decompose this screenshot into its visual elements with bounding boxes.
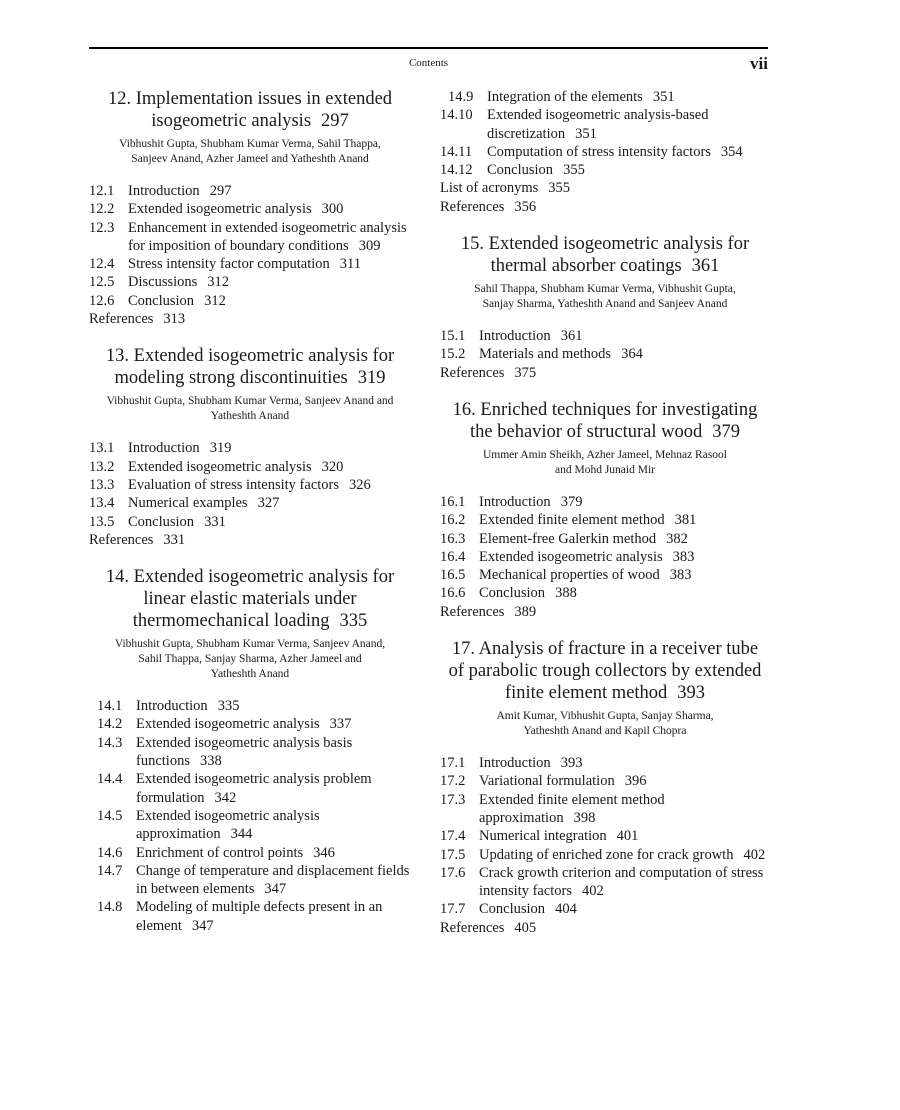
section-page: 383 (669, 567, 692, 584)
toc-entry[interactable] (89, 200, 411, 218)
section-number: 15.1 (440, 328, 466, 345)
section-page: 383 (672, 548, 695, 565)
section-title: Conclusion (479, 585, 546, 602)
toc-entry[interactable] (89, 770, 411, 807)
toc-entry[interactable] (440, 88, 770, 106)
chapter-title[interactable] (89, 566, 411, 632)
references-page: 356 (514, 198, 537, 215)
chapter-16 (440, 399, 770, 621)
section-title: Extended isogeometric analysis basis functions (136, 734, 353, 770)
chapter-page: 319 (357, 368, 386, 389)
section-list (89, 182, 411, 310)
running-header: Contents (408, 57, 449, 69)
toc-entry[interactable] (440, 106, 770, 143)
section-title: Extended isogeometric analysis (128, 201, 312, 218)
section-title: Crack growth criterion and computation of stress intensity factors (479, 864, 764, 900)
section-number: 17.4 (440, 828, 466, 845)
section-list (440, 754, 770, 919)
section-page: 344 (230, 826, 253, 843)
section-title: Introduction (136, 698, 208, 715)
chapter-authors (89, 394, 411, 424)
section-number: 16.4 (440, 548, 466, 565)
toc-entry[interactable] (89, 458, 411, 476)
chapter-title[interactable] (440, 233, 770, 277)
chapter-title-line: of parabolic trough collectors by extended (448, 661, 762, 682)
toc-entry[interactable] (89, 292, 411, 310)
toc-entry[interactable] (440, 566, 770, 584)
left-column (89, 88, 411, 935)
chapter-title-line: linear elastic materials under (143, 589, 357, 610)
section-title: Enhancement in extended isogeometric analysis for imposition of boundary conditions (128, 219, 407, 254)
toc-entry[interactable] (89, 844, 411, 862)
authors-line: Sanjeev Anand, Azher Jameel and Yatheshth Anand (131, 153, 369, 165)
section-title: Change of temperature and displacement fields in between elements (136, 862, 410, 898)
section-number: 14.10 (440, 107, 473, 124)
section-page: 347 (264, 881, 287, 898)
section-number: 14.5 (97, 807, 123, 824)
section-number: 14.1 (97, 698, 123, 715)
toc-entry[interactable] (440, 791, 770, 828)
section-number: 16.1 (440, 493, 466, 510)
section-title: Conclusion (128, 292, 195, 309)
section-title: Modeling of multiple defects present in an element (136, 899, 383, 934)
chapter-title-line: modeling strong discontinuities (114, 368, 348, 389)
section-number: 13.3 (89, 476, 115, 493)
references-page: 331 (163, 531, 186, 548)
section-title: Variational formulation (479, 773, 615, 790)
section-number: 12.2 (89, 201, 115, 218)
chapter-title-line: 13. Extended isogeometric analysis for (105, 346, 395, 367)
references-entry[interactable] (440, 919, 770, 937)
section-page: 404 (555, 901, 577, 918)
section-title: Extended isogeometric analysis problem formulation (136, 771, 372, 806)
section-number: 14.9 (448, 89, 474, 105)
chapter-page: 393 (677, 683, 706, 704)
section-title: Introduction (479, 755, 551, 772)
authors-line: Yatheshth Anand and Kapil Chopra (523, 725, 687, 738)
section-title: Extended isogeometric analysis approximation (136, 807, 320, 843)
chapter-14 (89, 566, 411, 935)
section-number: 14.8 (97, 899, 123, 916)
toc-entry[interactable] (89, 734, 411, 771)
toc-entry[interactable] (89, 513, 411, 531)
references-page: 375 (514, 364, 537, 381)
authors-line: Vibhushit Gupta, Shubham Kumar Verma, Sanjeev Anand, (114, 638, 386, 651)
authors-line: Vibhushit Gupta, Shubham Kumar Verma, Sanjeev Anand and (106, 395, 394, 408)
section-number: 17.7 (440, 901, 466, 918)
section-number: 16.5 (440, 567, 466, 584)
chapter-title[interactable] (440, 399, 770, 443)
section-list (89, 439, 411, 530)
section-number: 16.2 (440, 512, 466, 529)
chapter-title[interactable] (89, 88, 411, 132)
section-title: Extended isogeometric analysis (479, 548, 663, 565)
right-column (440, 88, 770, 937)
section-page: 381 (674, 512, 697, 529)
references-label: References (440, 919, 505, 936)
section-number: 14.7 (97, 862, 123, 879)
authors-line: Sahil Thappa, Shubham Kumar Verma, Vibhushit Gupta, (474, 283, 736, 296)
section-number: 14.6 (97, 844, 123, 861)
section-page: 382 (666, 530, 688, 547)
section-page: 351 (575, 125, 597, 142)
section-number: 12.1 (89, 183, 115, 199)
section-page: 320 (321, 458, 344, 475)
section-title: Element-free Galerkin method (479, 530, 657, 547)
section-number: 14.2 (97, 716, 123, 733)
section-page: 402 (582, 883, 604, 900)
section-list (440, 327, 770, 364)
section-title: Extended finite element method approximation (479, 791, 665, 826)
section-title: Numerical integration (479, 828, 607, 845)
section-page: 347 (191, 917, 214, 934)
section-page: 338 (199, 753, 222, 770)
references-label: References (89, 311, 154, 328)
section-title: Enrichment of control points (136, 844, 304, 861)
toc-entry[interactable] (440, 530, 770, 548)
chapter-title[interactable] (440, 638, 770, 704)
section-page: 331 (204, 513, 226, 530)
section-title: Extended isogeometric analysis-based discretization (487, 107, 709, 142)
chapter-authors (89, 137, 411, 167)
section-page: 354 (720, 143, 743, 160)
toc-entry[interactable] (89, 494, 411, 512)
chapter-page: 379 (712, 421, 740, 442)
section-title: Conclusion (128, 513, 195, 530)
chapter-authors (440, 709, 770, 739)
section-number: 14.4 (97, 771, 123, 788)
chapter-title-line: 12. Implementation issues in extended (107, 89, 393, 109)
section-title: Mechanical properties of wood (479, 567, 660, 584)
toc-entry[interactable] (440, 772, 770, 790)
section-title: Introduction (128, 183, 200, 199)
section-page: 351 (652, 89, 675, 105)
section-page: 396 (624, 773, 647, 790)
toc-entry[interactable] (89, 476, 411, 494)
section-page: 402 (743, 846, 766, 863)
toc-entry[interactable] (440, 900, 770, 918)
section-page: 401 (616, 828, 639, 845)
section-title: Extended isogeometric analysis (136, 716, 320, 733)
section-list (440, 493, 770, 603)
section-page: 398 (573, 809, 596, 826)
section-number: 13.1 (89, 440, 115, 457)
chapter-title[interactable] (89, 345, 411, 389)
section-page: 388 (555, 585, 577, 602)
chapter-authors (440, 448, 770, 478)
toc-entry[interactable] (89, 715, 411, 733)
section-page: 364 (621, 346, 643, 363)
chapter-page: 297 (321, 111, 349, 131)
section-page: 327 (257, 495, 280, 512)
section-number: 16.6 (440, 585, 466, 602)
toc-entry[interactable] (89, 439, 411, 457)
toc-entry[interactable] (440, 493, 770, 511)
chapter-title-line: thermomechanical loading (132, 611, 330, 632)
references-label: References (89, 531, 154, 548)
section-title: Introduction (479, 493, 551, 510)
authors-line: and Mohd Junaid Mir (555, 463, 655, 476)
section-page: 297 (209, 183, 232, 199)
section-page: 309 (358, 237, 381, 254)
chapter-page: 361 (691, 256, 720, 277)
toc-entry[interactable] (440, 584, 770, 602)
toc-entry[interactable] (440, 827, 770, 845)
chapter-17 (440, 638, 770, 937)
section-number: 17.6 (440, 864, 466, 881)
section-page: 311 (339, 256, 361, 273)
references-entry[interactable] (89, 310, 411, 328)
toc-entry[interactable] (89, 255, 411, 273)
toc-entry[interactable] (440, 327, 770, 345)
section-title: Integration of the elements (487, 89, 643, 105)
chapter-title-line: 14. Extended isogeometric analysis for (105, 567, 395, 588)
acronyms-label: List of acronyms (440, 180, 539, 197)
header-rule (89, 47, 768, 49)
references-page: 389 (514, 603, 537, 620)
section-list-continued (440, 88, 770, 179)
toc-entry[interactable] (440, 864, 770, 901)
references-label: References (440, 364, 505, 381)
chapter-title-line: 17. Analysis of fracture in a receiver tube (451, 639, 759, 660)
section-number: 14.12 (440, 162, 473, 179)
section-number: 13.5 (89, 513, 115, 530)
authors-line: Yatheshth Anand (210, 668, 290, 681)
section-page: 342 (214, 789, 237, 806)
section-number: 14.3 (97, 734, 123, 751)
section-number: 17.5 (440, 846, 466, 863)
section-number: 12.5 (89, 274, 115, 291)
authors-line: Amit Kumar, Vibhushit Gupta, Sanjay Sharma, (496, 710, 714, 723)
chapter-12 (89, 88, 411, 328)
references-label: References (440, 198, 505, 215)
section-number: 17.1 (440, 755, 466, 772)
section-title: Introduction (479, 328, 551, 345)
section-page: 319 (209, 440, 232, 457)
section-page: 312 (207, 274, 230, 291)
toc-entry[interactable] (89, 219, 411, 256)
authors-line: Vibhushit Gupta, Shubham Kumar Verma, Sahil Thappa, (119, 138, 381, 150)
section-number: 17.2 (440, 773, 466, 790)
toc-entry[interactable] (89, 862, 411, 899)
references-entry[interactable] (440, 198, 770, 216)
section-title: Extended finite element method (479, 512, 665, 529)
toc-entry[interactable] (440, 754, 770, 772)
references-label: References (440, 603, 505, 620)
chapter-15 (440, 233, 770, 382)
chapter-authors (89, 637, 411, 682)
toc-entry[interactable] (440, 143, 770, 161)
toc-entry[interactable] (89, 807, 411, 844)
chapter-title-line: isogeometric analysis (151, 111, 312, 131)
section-page: 300 (321, 201, 344, 218)
toc-entry[interactable] (89, 697, 411, 715)
section-page: 312 (204, 292, 226, 309)
section-number: 13.4 (89, 495, 115, 512)
section-page: 337 (329, 716, 352, 733)
authors-line: Sanjay Sharma, Yatheshth Anand and Sanjeev Anand (482, 298, 728, 311)
section-list (89, 697, 411, 935)
section-title: Evaluation of stress intensity factors (128, 476, 340, 493)
section-title: Conclusion (487, 162, 554, 179)
chapter-title-line: finite element method (504, 683, 668, 704)
toc-entry[interactable] (440, 511, 770, 529)
section-title: Numerical examples (128, 495, 248, 512)
chapter-title-line: thermal absorber coatings (490, 256, 682, 277)
references-entry[interactable] (440, 364, 770, 382)
section-page: 326 (349, 476, 371, 493)
section-number: 16.3 (440, 530, 466, 547)
section-title: Materials and methods (479, 346, 612, 363)
section-title: Conclusion (479, 901, 546, 918)
section-title: Stress intensity factor computation (128, 256, 330, 273)
section-page: 335 (217, 698, 240, 715)
authors-line: Sahil Thappa, Sanjay Sharma, Azher Jameel and (138, 653, 362, 666)
section-title: Updating of enriched zone for crack growth (479, 846, 734, 863)
section-page: 355 (563, 162, 585, 179)
acronyms-entry[interactable] (440, 179, 770, 197)
references-entry[interactable] (89, 531, 411, 549)
chapter-title-line: 16. Enriched techniques for investigating (452, 399, 758, 420)
references-page: 405 (514, 919, 537, 936)
section-number: 12.3 (89, 219, 115, 236)
section-title: Extended isogeometric analysis (128, 458, 312, 475)
references-page: 313 (163, 311, 186, 328)
page-number: vii (750, 54, 768, 73)
authors-line: Yatheshth Anand (210, 410, 290, 423)
acronyms-page: 355 (548, 180, 571, 197)
chapter-page: 335 (339, 611, 368, 632)
section-number: 14.11 (440, 143, 473, 160)
section-number: 15.2 (440, 346, 466, 363)
toc-entry[interactable] (440, 548, 770, 566)
section-number: 12.6 (89, 292, 115, 309)
section-page: 361 (560, 328, 583, 345)
toc-entry[interactable] (440, 161, 770, 179)
section-title: Discussions (128, 274, 198, 291)
toc-entry[interactable] (89, 182, 411, 200)
section-title: Introduction (128, 440, 200, 457)
references-entry[interactable] (440, 603, 770, 621)
toc-entry[interactable] (440, 345, 770, 363)
section-number: 17.3 (440, 791, 466, 808)
toc-entry[interactable] (440, 846, 770, 864)
chapter-title-line: 15. Extended isogeometric analysis for (460, 234, 750, 255)
section-number: 12.4 (89, 256, 115, 273)
section-title: Computation of stress intensity factors (487, 143, 711, 160)
section-page: 379 (560, 493, 583, 510)
authors-line: Ummer Amin Sheikh, Azher Jameel, Mehnaz Rasool (482, 448, 727, 461)
chapter-title-line: the behavior of structural wood (470, 421, 703, 442)
chapter-13 (89, 345, 411, 549)
section-number: 13.2 (89, 458, 115, 475)
chapter-authors (440, 282, 770, 312)
toc-entry[interactable] (89, 273, 411, 291)
section-page: 346 (313, 844, 335, 861)
section-page: 393 (560, 755, 583, 772)
toc-entry[interactable] (89, 898, 411, 935)
